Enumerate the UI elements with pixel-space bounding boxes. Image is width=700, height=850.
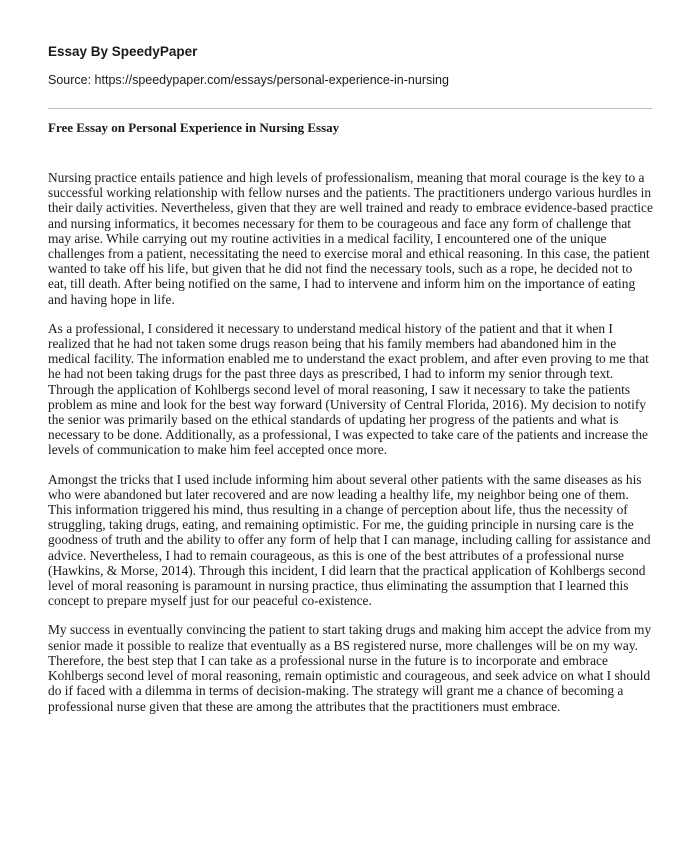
header-divider [48,108,652,109]
essay-paragraph-2: As a professional, I considered it necessary to understand medical history of the patient and that it when I realized that he had not taken some drugs reason being that his family members had abandoned him in the medical facility. The information enabled me to understand the exact problem, and after even proving to me that he had not been taking drugs for the past three days as prescribed, I had to inform my senior through text. Through the application of Kohlbergs second level of moral reasoning, I saw it necessary to take the patients problem as mine and look for the best way forward (University of Central Florida, 2016). My decision to notify the senior was primarily based on the ethical standards of updating her progress of the patients and what is necessary to be done. Additionally, as a professional, I was expected to take care of the patients and increase the levels of communication to make him feel accepted once more. [48,320,649,458]
source-line: Source: https://speedypaper.com/essays/personal-experience-in-nursing [48,73,449,87]
essay-title: Free Essay on Personal Experience in Nursing Essay [48,120,340,135]
essay-body [48,170,654,728]
essay-paragraph-4: My success in eventually convincing the patient to start taking drugs and making him accept the advice from my senior made it possible to realize that eventually as a BS registered nurse, more challenges will be on my way. Therefore, the best step that I can take as a professional nurse in the future is to incorporate and embrace Kohlbergs second level of moral reasoning, remain optimistic and courageous, and seek advice on what I should do if faced with a dilemma in terms of decision-making. The strategy will grant me a chance of becoming a professional nurse given that these are among the attributes that the practitioners must embrace. [48,622,652,714]
essay-paragraph-1: Nursing practice entails patience and high levels of professionalism, meaning that moral courage is the key to a successful working relationship with fellow nurses and the patients. The practitioners undergo various hurdles in their daily activities. Nevertheless, given that they are well trained and ready to embrace evidence-based practice and nursing informatics, it becomes necessary for them to be courageous and face any form of challenge that may arise. While carrying out my routine activities in a medical facility, I encountered one of the unique challenges from a patient, necessitating the need to exercise moral and ethical reasoning. In this case, the patient wanted to take off his life, but given that he did not find the necessary tools, such as a rope, he decided not to eat, till death. After being notified on the same, I had to intervene and inform him on the importance of eating and having hope in life. [48,170,653,307]
essay-paragraph-3: Amongst the tricks that I used include informing him about several other patients with the same diseases as his who were abandoned but later recovered and are now leading a healthy life, my neighbor being one of them. This information triggered his mind, thus resulting in a change of perception about life, thus the necessity of struggling, taking drugs, eating, and remaining optimistic. For me, the guiding principle in nursing care is the goodness of truth and the ability to offer any form of help that I can manage, including calling for assistance and advice. Nevertheless, I had to remain courageous, as this is one of the best attributes of a professional nurse (Hawkins, & Morse, 2014). Through this incident, I did learn that the practical application of Kohlbergs second level of moral reasoning is paramount in nursing practice, thus eliminating the assumption that I learned this concept to prepare myself just for our peaceful co-existence. [48,471,651,609]
site-title: Essay By SpeedyPaper [48,44,198,59]
